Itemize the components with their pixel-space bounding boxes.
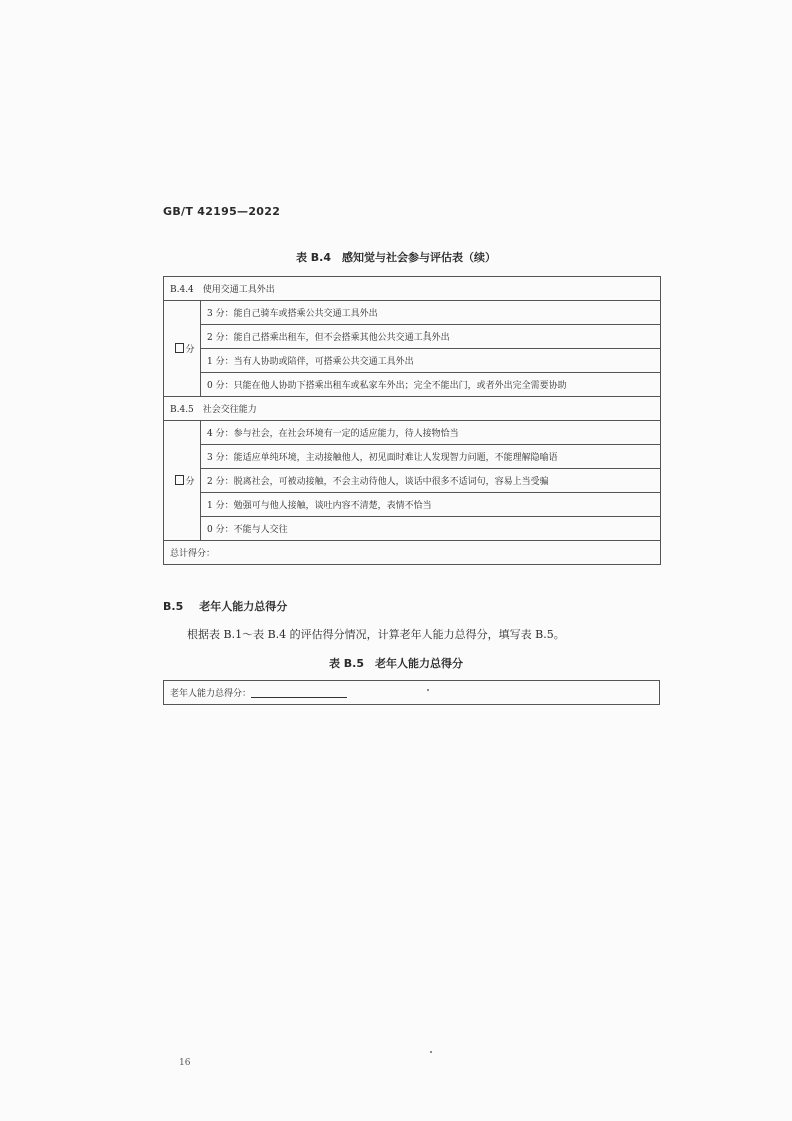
table-row (164, 397, 661, 421)
section-b44-title: B.4.4 使用交通工具外出 (164, 277, 661, 301)
table-row (164, 681, 660, 705)
total-score-field[interactable]: 总计得分： (164, 541, 661, 565)
table-row (164, 349, 661, 373)
body-paragraph: 根据表 B.1～表 B.4 的评估得分情况，计算老年人能力总得分，填写表 B.5。 (187, 628, 565, 641)
table-row (164, 445, 661, 469)
option-b45-0: 0 分：不能与人交往 (201, 517, 661, 541)
total-ability-input[interactable] (251, 688, 347, 698)
option-b45-3: 3 分：能适应单纯环境，主动接触他人，初见面时难让人发现智力问题，不能理解隐喻语 (201, 445, 661, 469)
option-b44-0: 0 分：只能在他人协助下搭乘出租车或私家车外出；完全不能出门，或者外出完全需要协助 (201, 373, 661, 397)
score-cell-b45[interactable] (164, 421, 201, 541)
section-title: 老年人能力总得分 (199, 600, 288, 613)
table-b4-caption: 表 B.4 感知觉与社会参与评估表（续） (295, 251, 497, 264)
table-row (164, 541, 661, 565)
table-row (164, 325, 661, 349)
option-b44-3: 3 分：能自己骑车或搭乘公共交通工具外出 (201, 301, 661, 325)
page-number: 16 (179, 1058, 191, 1068)
scan-speck (427, 689, 429, 691)
total-ability-label: 老年人能力总得分： (170, 689, 252, 699)
option-b44-2: 2 分：能自己搭乘出租车，但不会搭乘其他公共交通工具外出 (201, 325, 661, 349)
option-b45-4: 4 分：参与社会，在社会环境有一定的适应能力，待人接物恰当 (201, 421, 661, 445)
section-number: B.5 (163, 600, 184, 613)
scan-speck (425, 331, 427, 333)
table-b4 (163, 276, 661, 565)
option-b44-1: 1 分：当有人协助或陪伴，可搭乘公共交通工具外出 (201, 349, 661, 373)
score-cell-b44[interactable] (164, 301, 201, 397)
option-b45-2: 2 分：脱离社会，可被动接触，不会主动待他人，谈话中很多不适词句，容易上当受骗 (201, 469, 661, 493)
section-b5-heading (163, 598, 287, 614)
table-row (164, 517, 661, 541)
score-label: 分 (185, 477, 195, 487)
table-row (164, 493, 661, 517)
section-b45-title: B.4.5 社会交往能力 (164, 397, 661, 421)
table-b5 (163, 680, 660, 705)
table-row (164, 373, 661, 397)
checkbox-icon[interactable] (175, 475, 184, 485)
score-label: 分 (185, 345, 195, 355)
table-row (164, 277, 661, 301)
table-row (164, 301, 661, 325)
table-row (164, 421, 661, 445)
scan-speck (430, 1051, 432, 1053)
checkbox-icon[interactable] (175, 343, 184, 353)
total-ability-cell (164, 681, 660, 705)
table-row (164, 469, 661, 493)
table-b5-caption: 表 B.5 老年人能力总得分 (328, 657, 464, 670)
standard-code: GB/T 42195—2022 (163, 205, 281, 218)
option-b45-1: 1 分：勉强可与他人接触，谈吐内容不清楚，表情不恰当 (201, 493, 661, 517)
